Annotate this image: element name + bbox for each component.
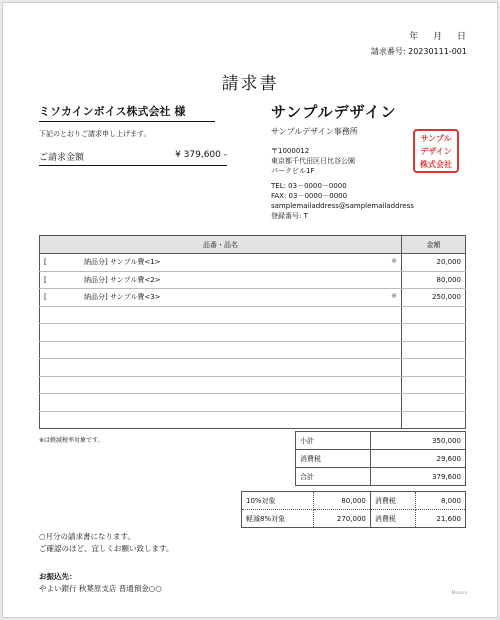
table-row [40,359,466,377]
item-name: 納品分] サンプル費<3> [84,293,161,302]
intro-text: 下記のとおりご請求申し上げます。 [39,130,151,138]
table-row: [ 納品分] サンプル費<2> 80,000 [40,271,466,289]
issuer-office: サンプルデザイン事務所 [271,127,358,136]
client-name: ミソカインボイス株式会社 様 [39,103,215,122]
date-field: 年 月 日 [409,32,467,42]
invoice-number: 請求番号: 20230111-001 [370,47,467,56]
fax: FAX: 03－0000－0000 [271,192,348,200]
item-amount: 80,000 [402,271,466,289]
table-row [40,306,466,324]
reduced-tax-note: ※は軽減税率対象です。 [39,437,104,444]
issuer-address [271,146,355,176]
subtotal-value: 350,000 [371,432,466,450]
col-name-header: 品番・品名 [40,236,402,254]
item-amount: 20,000 [402,254,466,272]
table-row [40,376,466,394]
payment-heading: お振込先： [39,572,77,581]
tel: TEL: 03－0000－0000 [271,182,347,190]
item-amount: 250,000 [402,289,466,307]
tax-breakdown-table [241,491,466,528]
reduced-tax-mark: ※ [391,257,397,266]
issuer-contact [271,181,414,221]
payment-account: やよい銀行 秋葉原支店 普通預金○○ [39,584,162,593]
postal-code: 〒1000012 [271,147,310,155]
registration-number: 登録番号: T [271,212,308,220]
tax-row: 消費税 29,600 [296,450,466,468]
billing-amount-value: ¥ 379,600 - [175,150,227,160]
reduced-tax-mark: ※ [391,292,397,301]
issuer-logo: サンプルデザイン [271,103,397,121]
tax-breakdown-row: 軽減8%対象 270,000 消費税 21,600 [242,510,466,528]
item-name: 納品分] サンプル費<2> [84,275,161,284]
message: ○月分の請求書になります。 ご確認のほど、宜しくお願い致します。 [39,532,174,553]
billing-amount-label: ご請求金額 [39,153,85,163]
item-name: 納品分] サンプル費<1> [84,258,161,267]
invoice-page [2,2,498,618]
items-table [39,235,466,429]
table-row [40,341,466,359]
col-amount-header: 金額 [402,236,466,254]
table-row: [ 納品分] サンプル費<3> ※ 250,000 [40,289,466,307]
address-line1: 東京都千代田区日比谷公園 [271,157,355,165]
billing-amount [39,150,227,166]
tax-breakdown-row: 10%対象 80,000 消費税 8,000 [242,492,466,510]
total-row: 合計 379,600 [296,468,466,486]
table-row: [ 納品分] サンプル費<1> ※ 20,000 [40,254,466,272]
table-row [40,394,466,412]
total-value: 379,600 [371,468,466,486]
table-row [40,411,466,429]
email: samplemailaddress@samplemailaddress [271,202,414,210]
footer-brand: Misoca [451,591,467,596]
document-title: 請求書 [221,74,279,94]
tax-value: 29,600 [371,450,466,468]
company-seal: サンプル デザイン 株式会社 [413,129,459,173]
summary-table [295,431,466,486]
table-row [40,324,466,342]
address-line2: パークビル1F [271,167,315,175]
subtotal-row: 小計 350,000 [296,432,466,450]
